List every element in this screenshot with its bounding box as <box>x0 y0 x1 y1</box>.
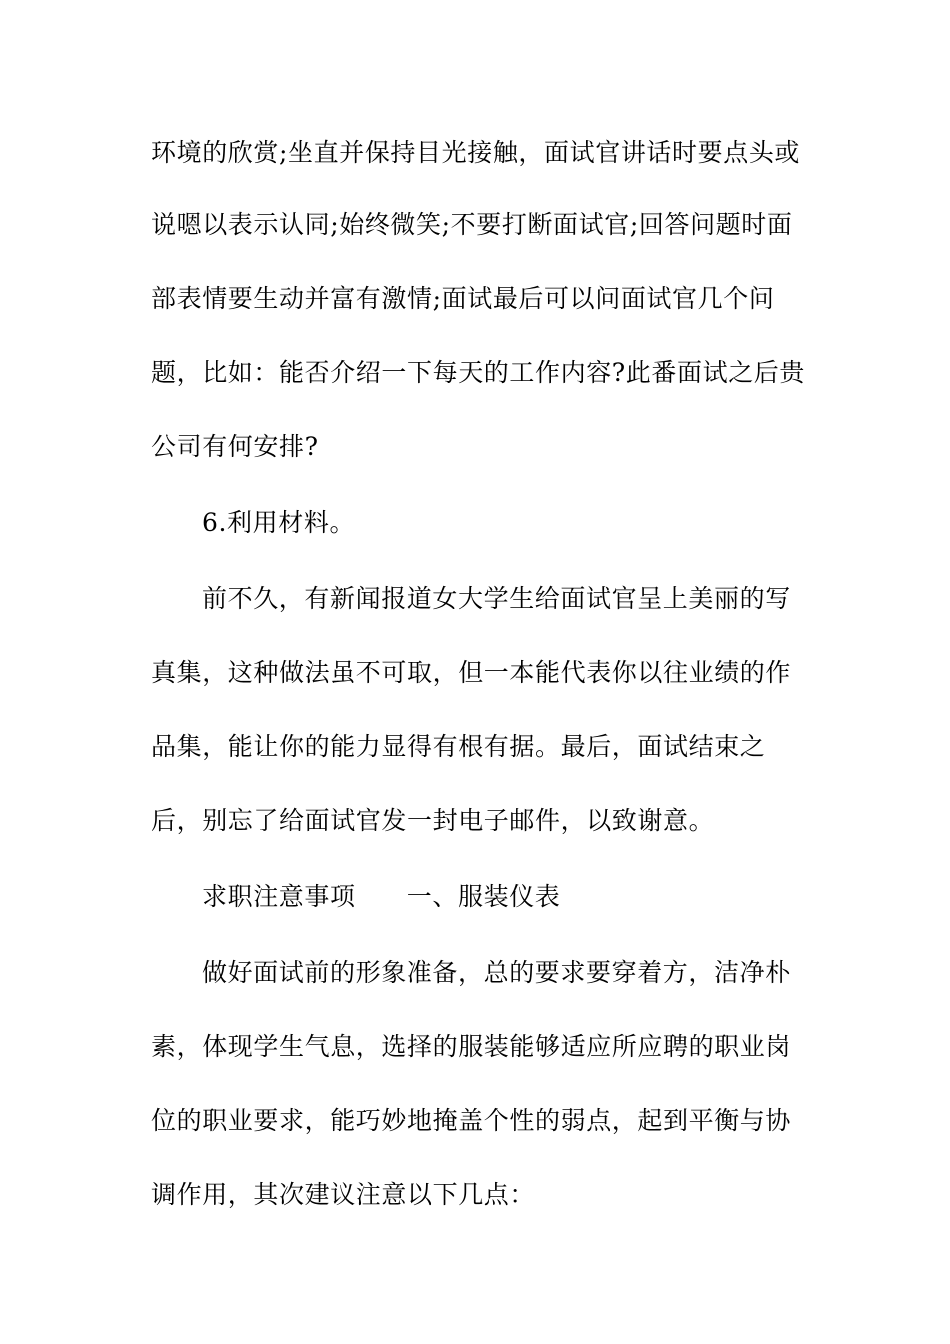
paragraph-line: 说嗯以表示认同;始终微笑;不要打断面试官;回答问题时面 <box>151 210 793 239</box>
paragraph-line: 素，体现学生气息，选择的服装能够适应所应聘的职业岗 <box>151 1032 792 1061</box>
paragraph-line: 位的职业要求，能巧妙地掩盖个性的弱点，起到平衡与协 <box>151 1106 792 1135</box>
paragraph-line: 做好面试前的形象准备，总的要求要穿着方，洁净朴 <box>202 958 791 987</box>
paragraph-line: 调作用，其次建议注意以下几点： <box>151 1180 536 1209</box>
paragraph-line: 公司有何安排? <box>151 432 319 461</box>
paragraph-line: 环境的欣赏;坐直并保持目光接触，面试官讲话时要点头或 <box>151 138 801 167</box>
section-heading: 求职注意事项 一、服装仪表 <box>202 882 561 911</box>
paragraph-line: 品集，能让你的能力显得有根有据。最后，面试结束之 <box>151 732 766 761</box>
paragraph-line: 题，比如：能否介绍一下每天的工作内容?此番面试之后贵 <box>151 358 806 387</box>
section-heading: 6.利用材料。 <box>202 508 356 537</box>
paragraph-line: 真集，这种做法虽不可取，但一本能代表你以往业绩的作 <box>151 658 792 687</box>
paragraph-line: 前不久，有新闻报道女大学生给面试官呈上美丽的写 <box>202 584 791 613</box>
paragraph-line: 部表情要生动并富有激情;面试最后可以问面试官几个问 <box>151 284 775 313</box>
paragraph-line: 后，别忘了给面试官发一封电子邮件，以致谢意。 <box>151 806 715 835</box>
